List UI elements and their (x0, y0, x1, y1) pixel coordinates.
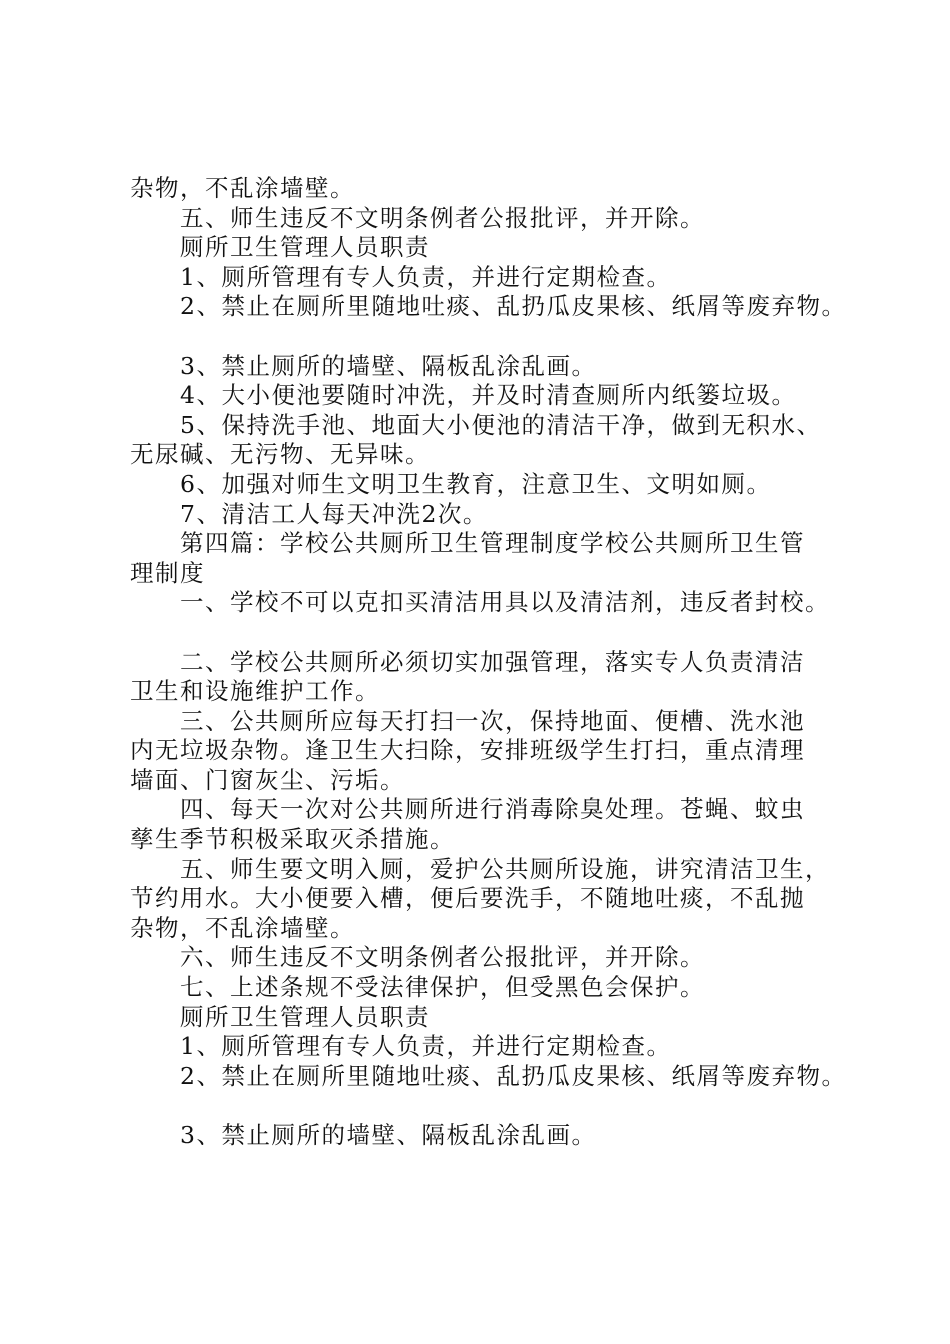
paragraph-line: 内无垃圾杂物。逢卫生大扫除，安排班级学生打扫，重点清理 (130, 736, 805, 765)
paragraph-line: 2、禁止在厕所里随地吐痰、乱扔瓜皮果核、纸屑等废弃物。 (180, 1061, 847, 1090)
paragraph-line: 一、学校不可以克扣买清洁用具以及清洁剂，违反者封校。 (180, 588, 830, 617)
paragraph-line: 厕所卫生管理人员职责 (180, 233, 430, 262)
blank-line (130, 618, 835, 648)
paragraph-line: 6、加强对师生文明卫生教育，注意卫生、文明如厕。 (180, 469, 772, 498)
paragraph-line: 3、禁止厕所的墙壁、隔板乱涂乱画。 (180, 1121, 597, 1149)
paragraph-line: 七、上述条规不受法律保护，但受黑色会保护。 (180, 973, 705, 1002)
paragraph-line: 无尿碱、无污物、无异味。 (130, 440, 430, 469)
paragraph-line: 5、保持洗手池、地面大小便池的清洁干净，做到无积水、 (180, 410, 822, 439)
paragraph-line: 五、师生违反不文明条例者公报批评，并开除。 (180, 203, 705, 232)
paragraph-line: 2、禁止在厕所里随地吐痰、乱扔瓜皮果核、纸屑等废弃物。 (180, 292, 847, 321)
paragraph-line: 1、厕所管理有专人负责，并进行定期检查。 (180, 1032, 672, 1061)
blank-line (130, 1091, 835, 1121)
paragraph-line: 五、师生要文明入厕，爱护公共厕所设施，讲究清洁卫生， (180, 854, 830, 883)
paragraph-line: 1、厕所管理有专人负责，并进行定期检查。 (180, 262, 672, 291)
paragraph-line: 4、大小便池要随时冲洗，并及时清查厕所内纸篓垃圾。 (180, 381, 797, 410)
paragraph-line: 杂物，不乱涂墙壁。 (130, 174, 355, 202)
blank-line (130, 322, 835, 352)
paragraph-line: 卫生和设施维护工作。 (130, 677, 380, 706)
paragraph-line: 二、学校公共厕所必须切实加强管理，落实专人负责清洁 (180, 647, 805, 676)
paragraph-line: 孳生季节积极采取灭杀措施。 (130, 825, 455, 854)
paragraph-line: 7、清洁工人每天冲洗2次。 (180, 499, 488, 528)
paragraph-line: 第四篇：学校公共厕所卫生管理制度学校公共厕所卫生管 (180, 529, 805, 558)
paragraph-line: 节约用水。大小便要入槽，便后要洗手，不随地吐痰，不乱抛 (130, 884, 805, 913)
paragraph-line: 杂物，不乱涂墙壁。 (130, 913, 355, 942)
paragraph-line: 理制度 (130, 558, 205, 587)
paragraph-line: 三、公共厕所应每天打扫一次，保持地面、便槽、洗水池 (180, 706, 805, 735)
paragraph-line: 3、禁止厕所的墙壁、隔板乱涂乱画。 (180, 351, 597, 380)
paragraph-line: 厕所卫生管理人员职责 (180, 1002, 430, 1031)
document-body (130, 174, 847, 1151)
paragraph-line: 四、每天一次对公共厕所进行消毒除臭处理。苍蝇、蚊虫 (180, 795, 805, 824)
paragraph-line: 墙面、门窗灰尘、污垢。 (130, 765, 405, 794)
paragraph-line: 六、师生违反不文明条例者公报批评，并开除。 (180, 943, 705, 972)
